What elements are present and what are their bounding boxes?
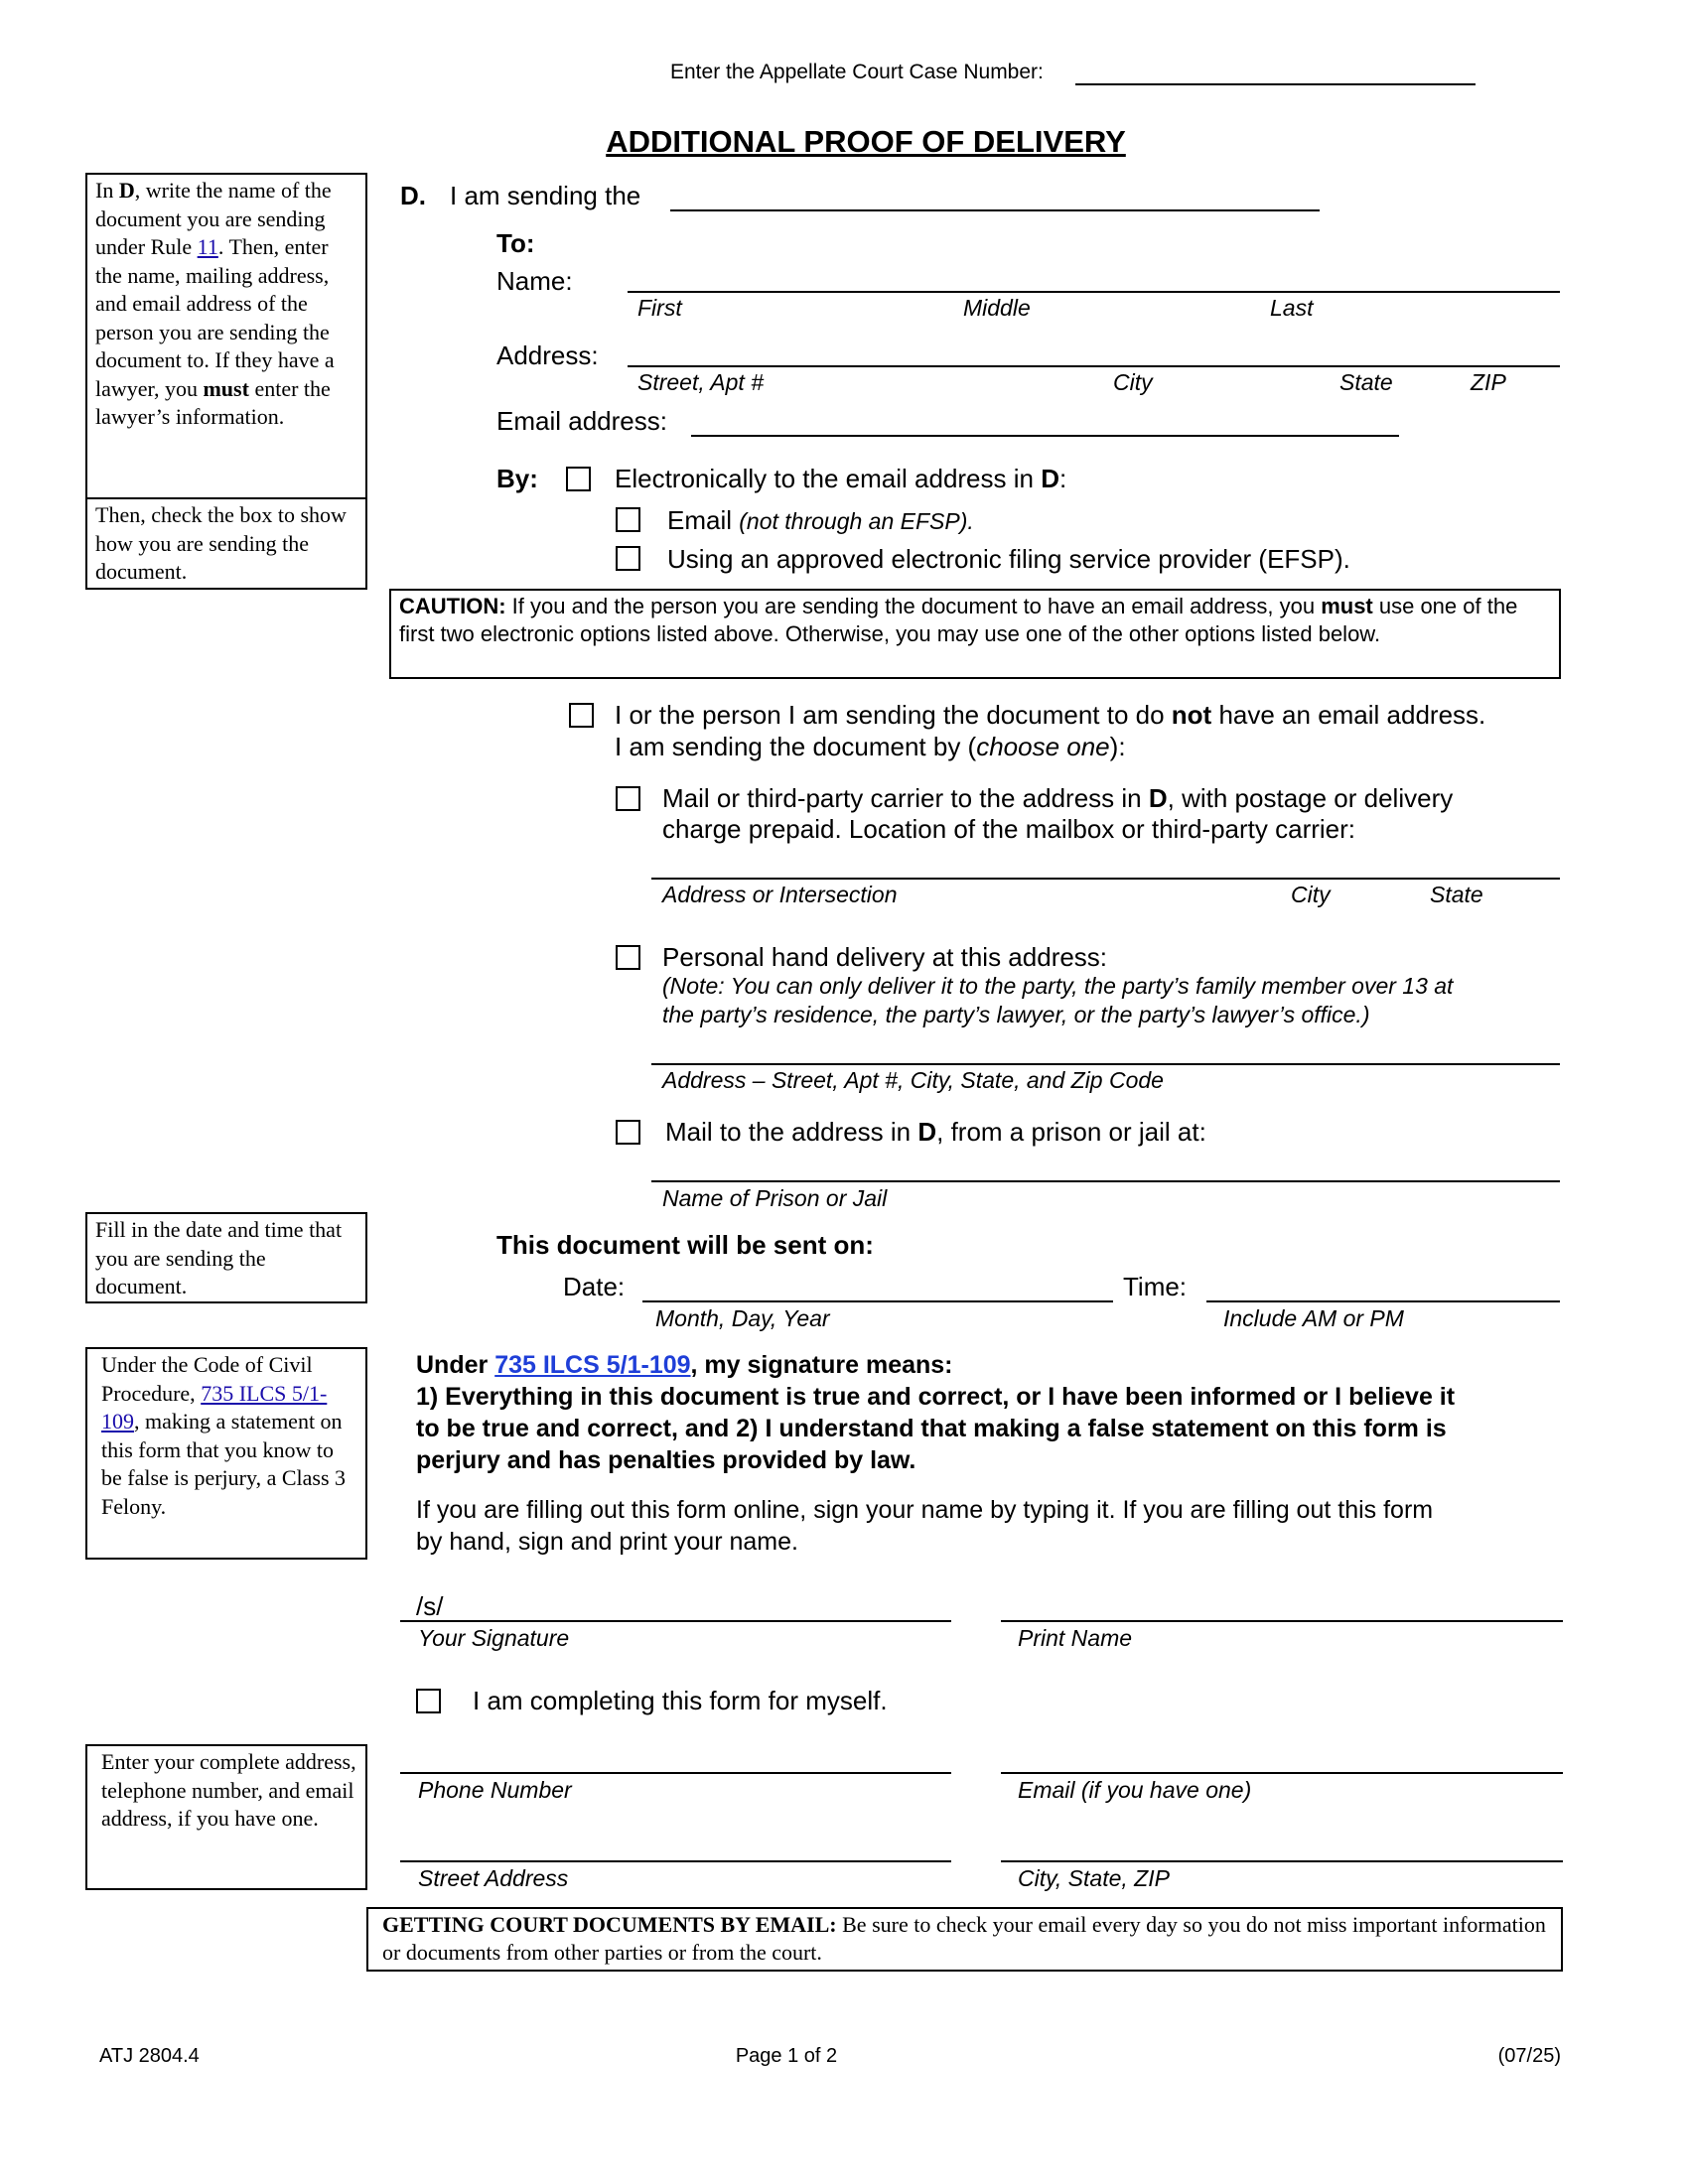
ilcs-sidebar-link[interactable]: 735 ILCS 5/1-109: [101, 1380, 328, 1433]
rule-11-link[interactable]: 11: [197, 234, 218, 259]
prison-name-hint: Name of Prison or Jail: [662, 1185, 888, 1211]
mail-state-hint: State: [1430, 882, 1483, 907]
perjury-notice-box: Under the Code of Civil Procedure, 735 ILCS 5/1-109, making a statement on this form that you know to be false is perjury, a Class 3 Felony.: [85, 1347, 367, 1560]
section-letter: D.: [400, 181, 426, 210]
last-hint: Last: [1270, 295, 1314, 321]
by-label: By:: [496, 464, 538, 493]
signature-meaning-1: 1) Everything in this document is true and correct, or I have been informed or I believe it: [416, 1383, 1456, 1411]
sent-on-heading: This document will be sent on:: [496, 1230, 874, 1260]
name-input[interactable]: [628, 291, 1560, 293]
signing-instructions-1: If you are filling out this form online, sign your name by typing it. If you are filling out this form: [416, 1496, 1434, 1524]
electronic-option-label: Electronically to the email address in D:: [615, 464, 1067, 493]
caution-box: CAUTION: If you and the person you are sending the document to have an email address, you must use one of the first two electronic options listed above. Otherwise, you may use one of the other options listed below.: [389, 589, 1561, 679]
instructions-box-d: [85, 173, 367, 590]
city-hint: City: [1113, 369, 1153, 395]
date-hint: Month, Day, Year: [655, 1305, 830, 1331]
mail-option-label-2: charge prepaid. Location of the mailbox or third-party carrier:: [662, 814, 1356, 844]
myself-label: I am completing this form for myself.: [473, 1686, 888, 1715]
prison-mail-checkbox[interactable]: [616, 1120, 640, 1145]
date-label: Date:: [563, 1272, 626, 1301]
choose-one-label: I am sending the document by (choose one):: [615, 732, 1126, 761]
signature-meaning-2: to be true and correct, and 2) I understand that making a false statement on this form is: [416, 1415, 1447, 1442]
middle-hint: Middle: [963, 295, 1031, 321]
signature-heading: Under 735 ILCS 5/1-109, my signature means:: [416, 1351, 953, 1379]
efsp-option-label: Using an approved electronic filing service provider (EFSP).: [667, 544, 1350, 574]
street-hint: Street, Apt #: [637, 369, 764, 395]
email-input[interactable]: [691, 435, 1399, 437]
no-email-checkbox[interactable]: [569, 703, 594, 728]
mail-checkbox[interactable]: [616, 786, 640, 811]
name-label: Name:: [496, 266, 573, 296]
phone-hint: Phone Number: [418, 1777, 572, 1803]
personal-note-2: the party’s residence, the party’s lawyer, or the party’s lawyer’s office.): [662, 1002, 1370, 1027]
form-id: ATJ 2804.4: [99, 2045, 200, 2067]
instructions-d-text: In D, write the name of the document you are sending under Rule 11. Then, enter the name, mailing address, and email address of the person you are sending the document to. If they have a lawyer, you must enter the lawyer’s information.: [87, 175, 365, 499]
address-input[interactable]: [628, 365, 1560, 367]
no-email-label: I or the person I am sending the document to do not have an email address.: [615, 700, 1486, 730]
instructions-date-box: Fill in the date and time that you are sending the document.: [85, 1212, 367, 1303]
personal-delivery-checkbox[interactable]: [616, 945, 640, 970]
electronic-checkbox[interactable]: [566, 467, 591, 491]
first-hint: First: [637, 295, 682, 321]
myself-checkbox[interactable]: [416, 1689, 441, 1713]
case-number-input[interactable]: [1075, 83, 1476, 85]
page-number: Page 1 of 2: [735, 2045, 838, 2067]
form-version: (07/25): [1497, 2045, 1561, 2067]
to-label: To:: [496, 228, 535, 258]
sending-label: I am sending the: [450, 181, 641, 210]
street-address-hint: Street Address: [418, 1865, 569, 1891]
state-hint: State: [1339, 369, 1393, 395]
instructions-contact-box: Enter your complete address, telephone number, and email address, if you have one.: [85, 1744, 367, 1890]
email-label: Email address:: [496, 406, 667, 436]
efsp-checkbox[interactable]: [616, 546, 640, 571]
document-name-input[interactable]: [670, 209, 1320, 211]
page-title: ADDITIONAL PROOF OF DELIVERY: [606, 124, 1126, 159]
signature-prefix: /s/: [416, 1591, 444, 1621]
prison-mail-label: Mail to the address in D, from a prison or jail at:: [665, 1117, 1206, 1147]
signature-meaning-3: perjury and has penalties provided by law.: [416, 1446, 916, 1474]
time-hint: Include AM or PM: [1223, 1305, 1404, 1331]
instructions-check-text: Then, check the box to show how you are sending the document.: [95, 502, 347, 584]
email-option-label: Email (not through an EFSP).: [667, 505, 974, 535]
case-number-label: Enter the Appellate Court Case Number:: [670, 61, 1044, 83]
address-label: Address:: [496, 341, 599, 370]
zip-hint: ZIP: [1471, 369, 1506, 395]
time-label: Time:: [1123, 1272, 1188, 1301]
ilcs-link[interactable]: 735 ILCS 5/1-109: [494, 1351, 691, 1379]
intersection-hint: Address or Intersection: [662, 882, 898, 907]
contact-email-hint: Email (if you have one): [1018, 1777, 1252, 1803]
email-checkbox[interactable]: [616, 507, 640, 532]
signing-instructions-2: by hand, sign and print your name.: [416, 1528, 798, 1556]
signature-hint: Your Signature: [418, 1625, 570, 1651]
personal-delivery-label: Personal hand delivery at this address:: [662, 942, 1108, 972]
mail-option-label: Mail or third-party carrier to the address in D, with postage or delivery: [662, 783, 1454, 813]
city-state-zip-hint: City, State, ZIP: [1018, 1865, 1170, 1891]
print-name-hint: Print Name: [1018, 1625, 1133, 1651]
email-notice-box: GETTING COURT DOCUMENTS BY EMAIL: Be sure to check your email every day so you do not miss important information or documents from other parties or from the court.: [366, 1907, 1563, 1972]
personal-address-hint: Address – Street, Apt #, City, State, and Zip Code: [662, 1067, 1164, 1093]
personal-note-1: (Note: You can only deliver it to the party, the party’s family member over 13 at: [662, 973, 1454, 999]
mail-city-hint: City: [1291, 882, 1331, 907]
